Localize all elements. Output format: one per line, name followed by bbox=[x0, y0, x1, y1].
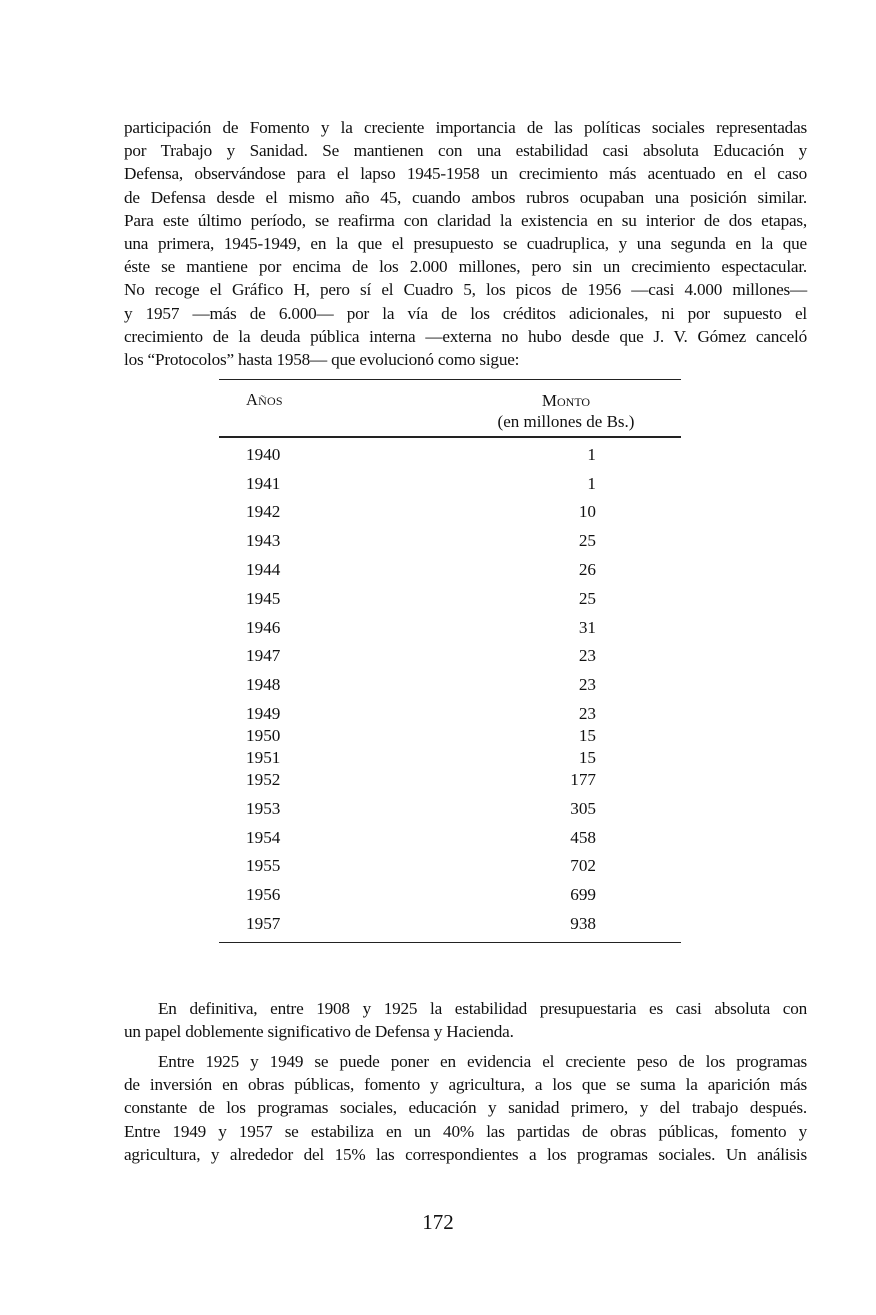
header-amount-unit: (en millones de Bs.) bbox=[497, 412, 635, 432]
text-line: participación de Fomento y la creciente importancia de las políticas sociales representadas bbox=[124, 118, 807, 137]
text-line: agricultura, y alrededor del 15% las correspondientes a los programas sociales. Un análisis bbox=[124, 1144, 807, 1164]
text-line: constante de los programas sociales, educación y sanidad primero, y del trabajo después. bbox=[124, 1098, 807, 1118]
table-row bbox=[219, 823, 681, 852]
year-cell: 1952 bbox=[246, 769, 281, 789]
table-row bbox=[219, 880, 681, 909]
text-line: crecimiento de la deuda pública interna —externa no hubo desde que J. V. Gómez canceló bbox=[124, 326, 807, 346]
amount-cell: 23 bbox=[578, 675, 596, 695]
amount-cell: 699 bbox=[570, 885, 596, 905]
text-line: los “Protocolos” hasta 1958— que evolucionó como sigue: bbox=[124, 350, 520, 370]
amount-cell: 458 bbox=[570, 827, 596, 847]
year-cell: 1944 bbox=[246, 559, 281, 579]
text-line: de inversión en obras públicas, fomento y agricultura, a los que se suma la aparición más bbox=[124, 1075, 807, 1095]
amount-cell: 1 bbox=[587, 473, 596, 493]
table-row bbox=[219, 469, 681, 498]
table-row bbox=[219, 765, 681, 794]
amount-cell: 23 bbox=[578, 646, 596, 666]
year-cell: 1942 bbox=[246, 502, 281, 522]
year-cell: 1947 bbox=[246, 646, 281, 666]
text-line: y 1957 —más de 6.000— por la vía de los créditos adicionales, ni por supuesto el bbox=[124, 303, 807, 323]
text-line: Para este último período, se reafirma con claridad la existencia en su interior de dos etapas, bbox=[124, 210, 807, 230]
amount-cell: 10 bbox=[578, 502, 596, 522]
year-cell: 1941 bbox=[246, 473, 281, 493]
table-body bbox=[219, 438, 681, 942]
table-row bbox=[219, 526, 681, 555]
table-row bbox=[219, 699, 681, 721]
table-row bbox=[219, 613, 681, 642]
amount-cell: 305 bbox=[570, 798, 596, 818]
table-row bbox=[219, 743, 681, 765]
table-bottom-rule bbox=[219, 942, 681, 943]
year-cell: 1956 bbox=[246, 885, 281, 905]
table-row bbox=[219, 794, 681, 823]
table-row bbox=[219, 584, 681, 613]
amount-cell: 31 bbox=[578, 617, 596, 637]
amount-cell: 15 bbox=[578, 747, 596, 767]
text-line: por Trabajo y Sanidad. Se mantienen con una estabilidad casi absoluta Educación y bbox=[124, 141, 807, 161]
table-header bbox=[219, 380, 681, 436]
header-amount bbox=[481, 390, 651, 432]
text-line: En definitiva, entre 1908 y 1925 la estabilidad presupuestaria es casi absoluta con bbox=[158, 999, 807, 1018]
table-row bbox=[219, 670, 681, 699]
paragraph-top bbox=[124, 116, 807, 371]
text-line: una primera, 1945-1949, en la que el presupuesto se cuadruplica, y una segunda en la que bbox=[124, 234, 807, 254]
year-cell: 1948 bbox=[246, 675, 281, 695]
amount-cell: 26 bbox=[578, 559, 596, 579]
amount-cell: 177 bbox=[570, 769, 596, 789]
year-cell: 1943 bbox=[246, 531, 281, 551]
table-row bbox=[219, 497, 681, 526]
amount-cell: 25 bbox=[578, 531, 596, 551]
year-cell: 1951 bbox=[246, 747, 281, 767]
amount-cell: 1 bbox=[587, 444, 596, 464]
text-line: un papel doblemente significativo de Defensa y Hacienda. bbox=[124, 1022, 514, 1042]
paragraph-entre-1925 bbox=[124, 1050, 807, 1166]
table-row bbox=[219, 641, 681, 670]
year-cell: 1945 bbox=[246, 588, 281, 608]
year-cell: 1946 bbox=[246, 617, 281, 637]
paragraph-definitiva bbox=[124, 997, 807, 1043]
header-years: Años bbox=[246, 390, 283, 410]
year-cell: 1954 bbox=[246, 827, 281, 847]
debt-table bbox=[219, 379, 681, 943]
text-line: éste se mantiene por encima de los 2.000 millones, pero sin un crecimiento espectacular. bbox=[124, 257, 807, 277]
text-line: de Defensa desde el mismo año 45, cuando ambos rubros ocupaban una posición similar. bbox=[124, 187, 807, 207]
year-cell: 1949 bbox=[246, 703, 281, 723]
text-line: Entre 1949 y 1957 se estabiliza en un 40% las partidas de obras públicas, fomento y bbox=[124, 1121, 807, 1141]
year-cell: 1950 bbox=[246, 725, 281, 745]
amount-cell: 25 bbox=[578, 588, 596, 608]
text-line: Defensa, observándose para el lapso 1945-1958 un crecimiento más acentuado en el caso bbox=[124, 164, 807, 184]
table-row bbox=[219, 851, 681, 880]
page-number: 172 bbox=[422, 1210, 454, 1234]
year-cell: 1940 bbox=[246, 444, 281, 464]
year-cell: 1955 bbox=[246, 856, 281, 876]
year-cell: 1957 bbox=[246, 913, 281, 933]
year-cell: 1953 bbox=[246, 798, 281, 818]
amount-cell: 15 bbox=[578, 725, 596, 745]
table-row bbox=[219, 555, 681, 584]
table-row bbox=[219, 909, 681, 938]
table-row bbox=[219, 440, 681, 469]
text-line: No recoge el Gráfico H, pero sí el Cuadro 5, los picos de 1956 —casi 4.000 millones— bbox=[124, 280, 807, 300]
amount-cell: 23 bbox=[578, 703, 596, 723]
text-line: Entre 1925 y 1949 se puede poner en evidencia el creciente peso de los programas bbox=[158, 1052, 807, 1071]
header-amount-label: Monto bbox=[541, 391, 591, 411]
table-row bbox=[219, 721, 681, 743]
amount-cell: 938 bbox=[570, 913, 596, 933]
amount-cell: 702 bbox=[570, 856, 596, 876]
